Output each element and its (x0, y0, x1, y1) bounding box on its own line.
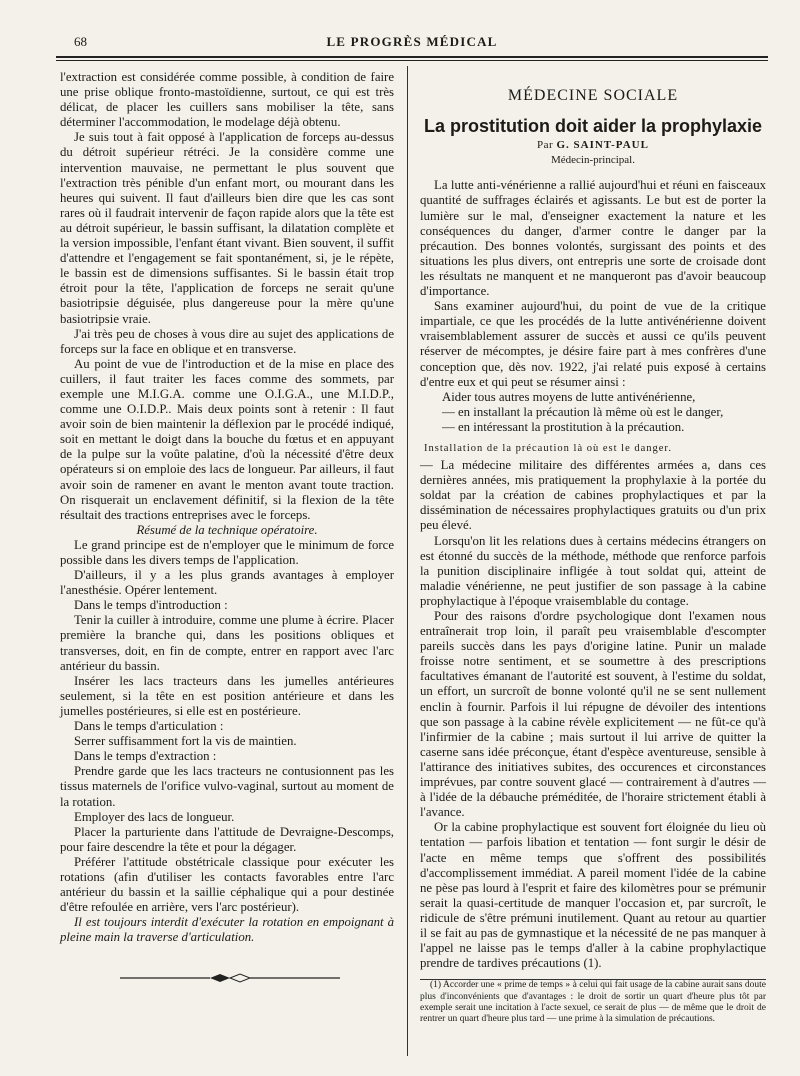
author-name: G. SAINT-PAUL (556, 139, 649, 152)
paragraph: La lutte anti-vénérienne a rallié aujourd'hui et réuni en faisceaux quantité de suffrages éclairés et agissants. Le but est de porter la lumière sur le mal, d'enseigner exactement la nature et les conséquences du danger, d'armer contre le danger par la précaution. Des bonnes volontés, surgissant des points et des situations les plus divers, ont entrepris une sorte de croisade dont les résultats ne manquent et ne manqueront pas d'avoir beaucoup d'importance. (420, 178, 766, 299)
paragraph: Sans examiner aujourd'hui, du point de vue de la critique impartiale, ce que les procédés de la lutte antivénérienne doivent vraisemblablement assurer de succès et aussi ce qu'ils peuvent réserver de mécomptes, je désire faire part à mes confrères d'une conception que, dès nov. 1922, j'ai relaté puis exposé à certains d'entre eux et qui peut se résumer ainsi : (420, 299, 766, 389)
summary-item: Placer la parturiente dans l'attitude de Devraigne-Descomps, pour faire descendre la tête et pour la dégager. (60, 824, 394, 854)
paragraph: Au point de vue de l'introduction et de la mise en place des cuillers, il faut traiter les faces comme des sommets, par exemple une M.I.G.A. comme une O.I.G.A., une M.I.D.P., comme une O.I.D.P.. Mais deux points sont à retenir : Il faut avoir soin de bien maintenir la déflexion par le procédé indiqué, soit en mettant le doigt dans la bouche du fœtus et en appuyant de la pulpe sur la voûte palatine, d'où la nécessité d'être deux opérateurs si on emploie des lacs de longueur. Par ailleurs, il faut avoir soin de ramener en avant le menton avant toute traction. On risquerait un enclavement définitif, si la flexion de la tête résultait des tractions entreprises avec le forceps. (60, 356, 394, 522)
byline (420, 138, 766, 153)
summary-item: Prendre garde que les lacs tracteurs ne contusionnent pas les tissus maternels de l'orifice vulvo-vaginal, surtout au moment de la rotation. (60, 764, 394, 809)
list-item: — en installant la précaution là même où est le danger, (442, 404, 724, 419)
header-rule (56, 56, 768, 58)
summary-item: Dans le temps d'articulation : (74, 719, 224, 734)
author-rank: Médecin-principal. (551, 154, 635, 167)
subsection-heading: Installation de la précaution là où est le danger. (424, 442, 672, 454)
paragraph: Pour des raisons d'ordre psychologique dont l'examen nous entraînerait trop loin, il paraît peu vraisemblable d'escompter pareils succès dans les pays d'origine latine. Punir un malade froisse notre sentiment, et se soumettre à des prescriptions facultatives émanant de l'autorité est souvent, à l'estime du soldat, un effort, un surcroît de bonne volonté qu'il ne se sent nullement enclin à fournir. Parfois il lui répugne de dévoiler des intentions que son passage à la cabine révèle explicitement — ne fût-ce qu'à l'infirmier de la cabine ; mais surtout il lui arrive de quitter la caserne sans idée préconçue, étant d'espèce aventureuse, sensible à l'attirance des initiatives subites, des occurences et circonstances imprévues, par contre souvent glacé — contrairement à d'autres — à l'idée de la débauche préméditée, de l'horaire strictement établi à l'avance. (420, 609, 766, 820)
paragraph: l'extraction est considérée comme possible, à condition de faire une prise oblique fronto-mastoïdienne, surtout, ce qui est très délicat, de placer les cuillers sans mobiliser la tête, sans déterminer l'accommodation, le modelage déjà obtenu. (60, 70, 394, 130)
summary-item: D'ailleurs, il y a les plus grands avantages à employer l'anesthésie. Opérer lentement. (60, 568, 394, 598)
summary-item: Tenir la cuiller à introduire, comme une plume à écrire. Placer première la branche qui, dans les positions obliques et transverses, doit, en fin de compte, entrer en rapport avec l'arc antérieur du bassin. (60, 613, 394, 673)
footnote: (1) Accorder une « prime de temps » à celui qui fait usage de la cabine aurait sans doute plus d'inconvénients que d'avantages : le droit de sortir un quart d'heure plus tôt par exemple serait une incitation à l'acte sexuel, ce serait de plus — de même que le droit de rentrer un quart d'heure plus tard — une prime à la simulation de précautions. (420, 980, 766, 1025)
left-column (60, 70, 394, 945)
right-column (420, 70, 766, 1026)
article-title: La prostitution doit aider la prophylaxie (423, 116, 763, 137)
paragraph: — La médecine militaire des différentes armées a, dans ces dernières années, mis pratiquement la prophylaxie à la portée du soldat par la création de cabines prophylactiques et par la dissémination de nécessaires prophylactiques gratuits ou d'un prix peu élevé. (420, 458, 766, 533)
summary-item: Dans le temps d'extraction : (74, 749, 217, 764)
summary-item: Le grand principe est de n'employer que le minimum de force possible dans les divers temps de l'application. (60, 537, 394, 567)
page-header (56, 32, 768, 52)
summary-item: Préférer l'attitude obstétricale classique pour exécuter les rotations (afin d'utiliser les contacts favorables entre l'arc antérieur du bassin et la saillie céphalique qui a pour destinée d'être refoulée en arrière, vers l'arc postérieur). (60, 854, 394, 915)
paragraph: Je suis tout à fait opposé à l'application de forceps au-dessus du détroit supérieur rétréci. Je la considère comme une intervention mauvaise, ne permettant le plus souvent que l'extraction très pénible d'un enfant mort, ou mourant dans les heures qui suivent. Il faut d'ailleurs bien dire que les cas sont rares où il faudrait intervenir de façon rapide alors que la tête est au détroit supérieur, le bassin suffisant, la dilatation complète et la version impossible, l'enfant étant vivant. Bien souvent, il suffit d'attendre et l'engagement se fait spontanément, si, je le répète, le bassin est de dimensions suffisantes. Si le bassin était trop étroit pour la tête, l'application de forceps ne serait qu'une basiotripsie déguisée, plus dangereuse pour la mère qu'une basiotripsie vraie. (60, 130, 394, 326)
section-heading: MÉDECINE SOCIALE (507, 87, 679, 104)
principles-list (420, 390, 766, 435)
summary-item: Insérer les lacs tracteurs dans les jumelles antérieures seulement, si la tête en est position antérieure et dans les jumelles postérieures, si elle est en postérieure. (60, 673, 394, 718)
summary-item: Serrer suffisamment fort la vis de maintien. (74, 734, 297, 749)
summary-item: Il est toujours interdit d'exécuter la rotation en empoignant à pleine main la traverse d'articulation. (60, 915, 394, 945)
paragraph: Or la cabine prophylactique est souvent fort éloignée du lieu où tentation — parfois libation et tentation — font surgir le désir de l'acte en même temps que s'offrent des possibilités d'accomplissement immédiat. A pareil moment l'idée de la cabine ne pèse pas lourd à l'esprit et faire des kilomètres pour se prémunir serait la quasi-certitude de manquer l'occasion et, par surcroît, le ridicule de s'être prémuni inutilement. Quant au retour au quartier il se fait au pas de gymnastique et la nécessité de ne pas manquer à l'appel ne laisse pas le temps d'aller à la cabine prophylactique prendre de tardives précautions (1). (420, 820, 766, 971)
summary-heading: Résumé de la technique opératoire. (136, 522, 318, 537)
list-item: Aider tous autres moyens de lutte antivénérienne, (442, 389, 696, 404)
paragraph: J'ai très peu de choses à vous dire au sujet des applications de forceps sur la face en oblique et en transverse. (60, 326, 394, 356)
paragraph: Lorsqu'on lit les relations dues à certains médecins étrangers on est étonné du succès de la méthode, méthode que renforce parfois la punition disciplinaire infligée à tout soldat qui, atteint de maladie vénérienne, ne peut justifier de son passage à la cabine prophylactique à l'époque vraisemblable du contage. (420, 533, 766, 608)
list-item: — en intéressant la prostitution à la précaution. (442, 419, 685, 434)
page-number: 68 (74, 34, 87, 49)
summary-item: Dans le temps d'introduction : (74, 598, 228, 613)
summary-item: Employer des lacs de longueur. (74, 809, 235, 824)
column-divider (407, 66, 408, 1056)
tailpiece-ornament (120, 968, 340, 988)
byline-par: Par (537, 139, 554, 152)
running-title: LE PROGRÈS MÉDICAL (326, 34, 498, 49)
header-rule-thin (56, 60, 768, 61)
